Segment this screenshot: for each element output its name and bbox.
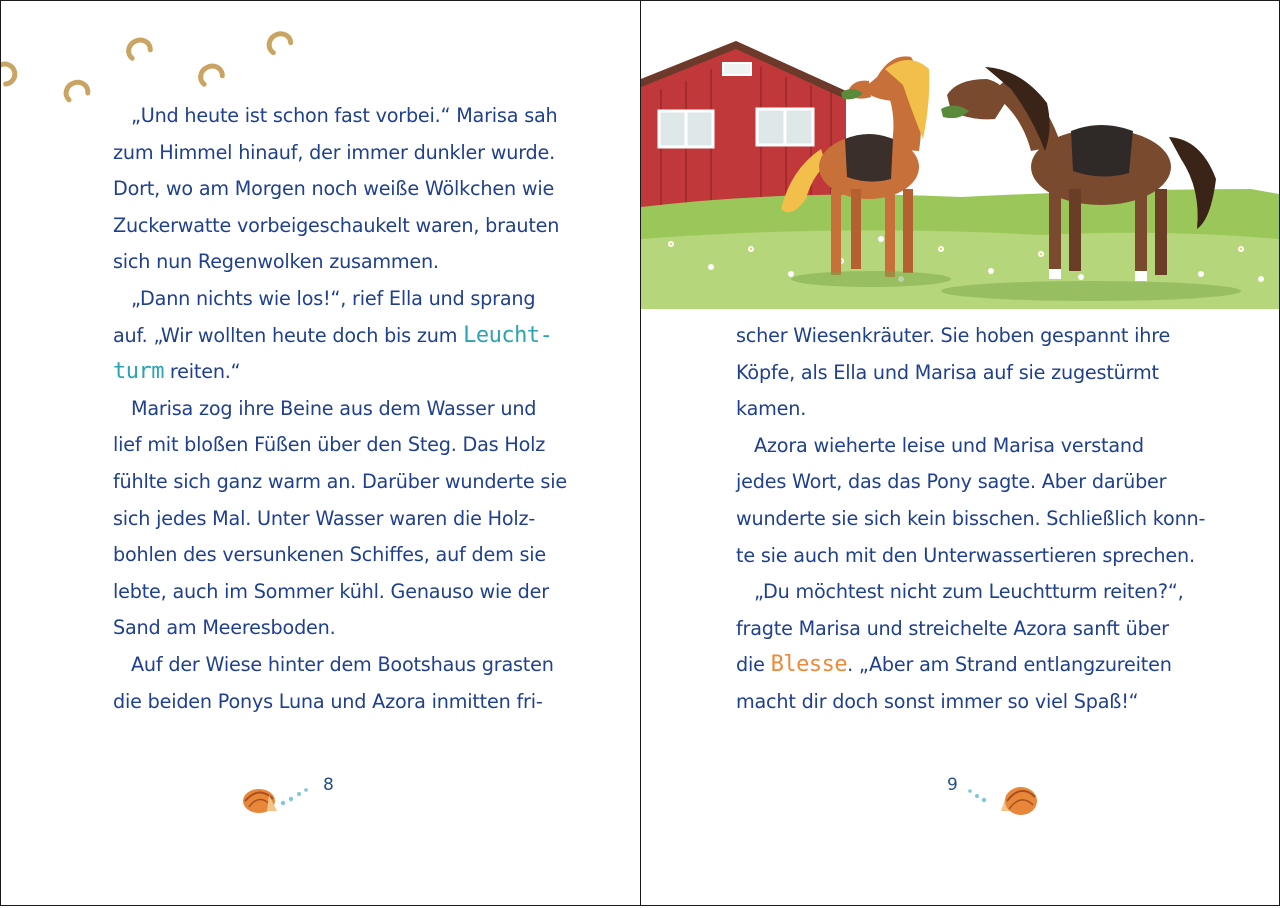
text-line [736, 464, 1186, 501]
text-line [736, 574, 1186, 611]
text-line [736, 428, 1186, 465]
glossary-word: Leucht- [463, 322, 553, 348]
text-segment: scher Wiesenkräuter. Sie hoben gespannt ihre [736, 324, 1171, 347]
glossary-word: Blesse [770, 652, 848, 678]
text-segment: „Du möchtest nicht zum Leuchtturm reiten?“, [754, 580, 1184, 604]
text-line [113, 281, 553, 318]
text-line [113, 98, 558, 135]
text-line [113, 684, 553, 721]
text-segment: „Und heute ist schon fast vorbei.“ Marisa sah [131, 104, 558, 127]
seashell-icon [999, 779, 1039, 823]
text-line [113, 354, 553, 391]
text-segment: bohlen des versunkenen Schiffes, auf dem sie [113, 543, 546, 567]
left-page [0, 0, 641, 906]
seashell-icon [241, 781, 311, 821]
text-segment: „Dann nichts wie los!“, rief Ella und sprang [131, 286, 536, 310]
text-line [113, 427, 553, 464]
text-line [736, 611, 1186, 648]
text-segment: reiten.“ [163, 360, 241, 384]
text-segment: te sie auch mit den Unterwassertieren sprechen. [736, 543, 1195, 567]
horseshoe-icon [265, 30, 291, 53]
right-page [640, 0, 1280, 906]
horseshoe-icon [197, 63, 223, 85]
text-line [736, 538, 1195, 575]
text-segment: jedes Wort, das das Pony sagte. Aber darüber [736, 470, 1167, 494]
left-page-text [113, 98, 567, 720]
text-segment: sich jedes Mal. Unter Wasser waren die Holz- [113, 506, 536, 530]
text-line [736, 684, 1186, 721]
text-segment: auf. „Wir wollten heute doch bis zum [113, 323, 464, 347]
text-segment: wunderte sie sich kein bisschen. Schließlich konn- [736, 506, 1206, 530]
text-segment: Köpfe, als Ella und Marisa auf sie zugestürmt [736, 360, 1159, 384]
text-segment: macht dir doch sonst immer so viel Spaß!“ [736, 689, 1139, 713]
text-line [736, 647, 1186, 684]
text-line [113, 391, 553, 428]
horseshoe-icon [63, 79, 89, 100]
barn-horses-illustration [641, 39, 1279, 309]
text-line [736, 391, 1186, 428]
text-line [736, 501, 1206, 538]
text-segment: lebte, auch im Sommer kühl. Genauso wie der [113, 579, 549, 603]
text-segment: Marisa zog ihre Beine aus dem Wasser und [131, 396, 537, 420]
glossary-word: turm [113, 359, 164, 385]
text-line [113, 208, 560, 245]
text-segment: lief mit bloßen Füßen über den Steg. Das Holz [113, 433, 546, 457]
text-line [113, 135, 556, 172]
right-page-text [736, 318, 1206, 721]
text-segment: Sand am Meeresboden. [113, 616, 336, 640]
text-segment: die beiden Ponys Luna und Azora inmitten fri- [113, 689, 543, 713]
text-line [113, 610, 553, 647]
horseshoe-icon [125, 37, 151, 59]
text-segment: Azora wieherte leise und Marisa verstand [754, 433, 1144, 457]
text-line [113, 501, 553, 538]
text-segment: zum Himmel hinauf, der immer dunkler wurde. [113, 140, 556, 164]
text-line [736, 318, 1186, 355]
text-line [113, 464, 567, 501]
text-line [113, 244, 553, 281]
text-line [113, 647, 553, 684]
text-segment: Zuckerwatte vorbeigeschaukelt waren, brauten [113, 213, 560, 237]
text-segment: . „Aber am Strand entlangzureiten [847, 653, 1172, 677]
text-segment: die [736, 653, 771, 677]
text-line [736, 355, 1186, 392]
text-segment: Auf der Wiese hinter dem Bootshaus grasten [131, 652, 554, 676]
text-line [113, 574, 553, 611]
text-segment: fühlte sich ganz warm an. Darüber wunderte sie [113, 469, 567, 493]
text-segment: Dort, wo am Morgen noch weiße Wölkchen wie [113, 177, 555, 201]
text-segment: fragte Marisa und streichelte Azora sanft über [736, 616, 1169, 640]
text-line [113, 171, 553, 208]
page-number: 9 [947, 775, 958, 795]
horseshoe-icon [1, 61, 18, 86]
text-segment: kamen. [736, 397, 807, 421]
text-line [113, 318, 553, 355]
text-line [113, 537, 553, 574]
page-number: 8 [323, 775, 334, 795]
text-segment: sich nun Regenwolken zusammen. [113, 250, 439, 274]
